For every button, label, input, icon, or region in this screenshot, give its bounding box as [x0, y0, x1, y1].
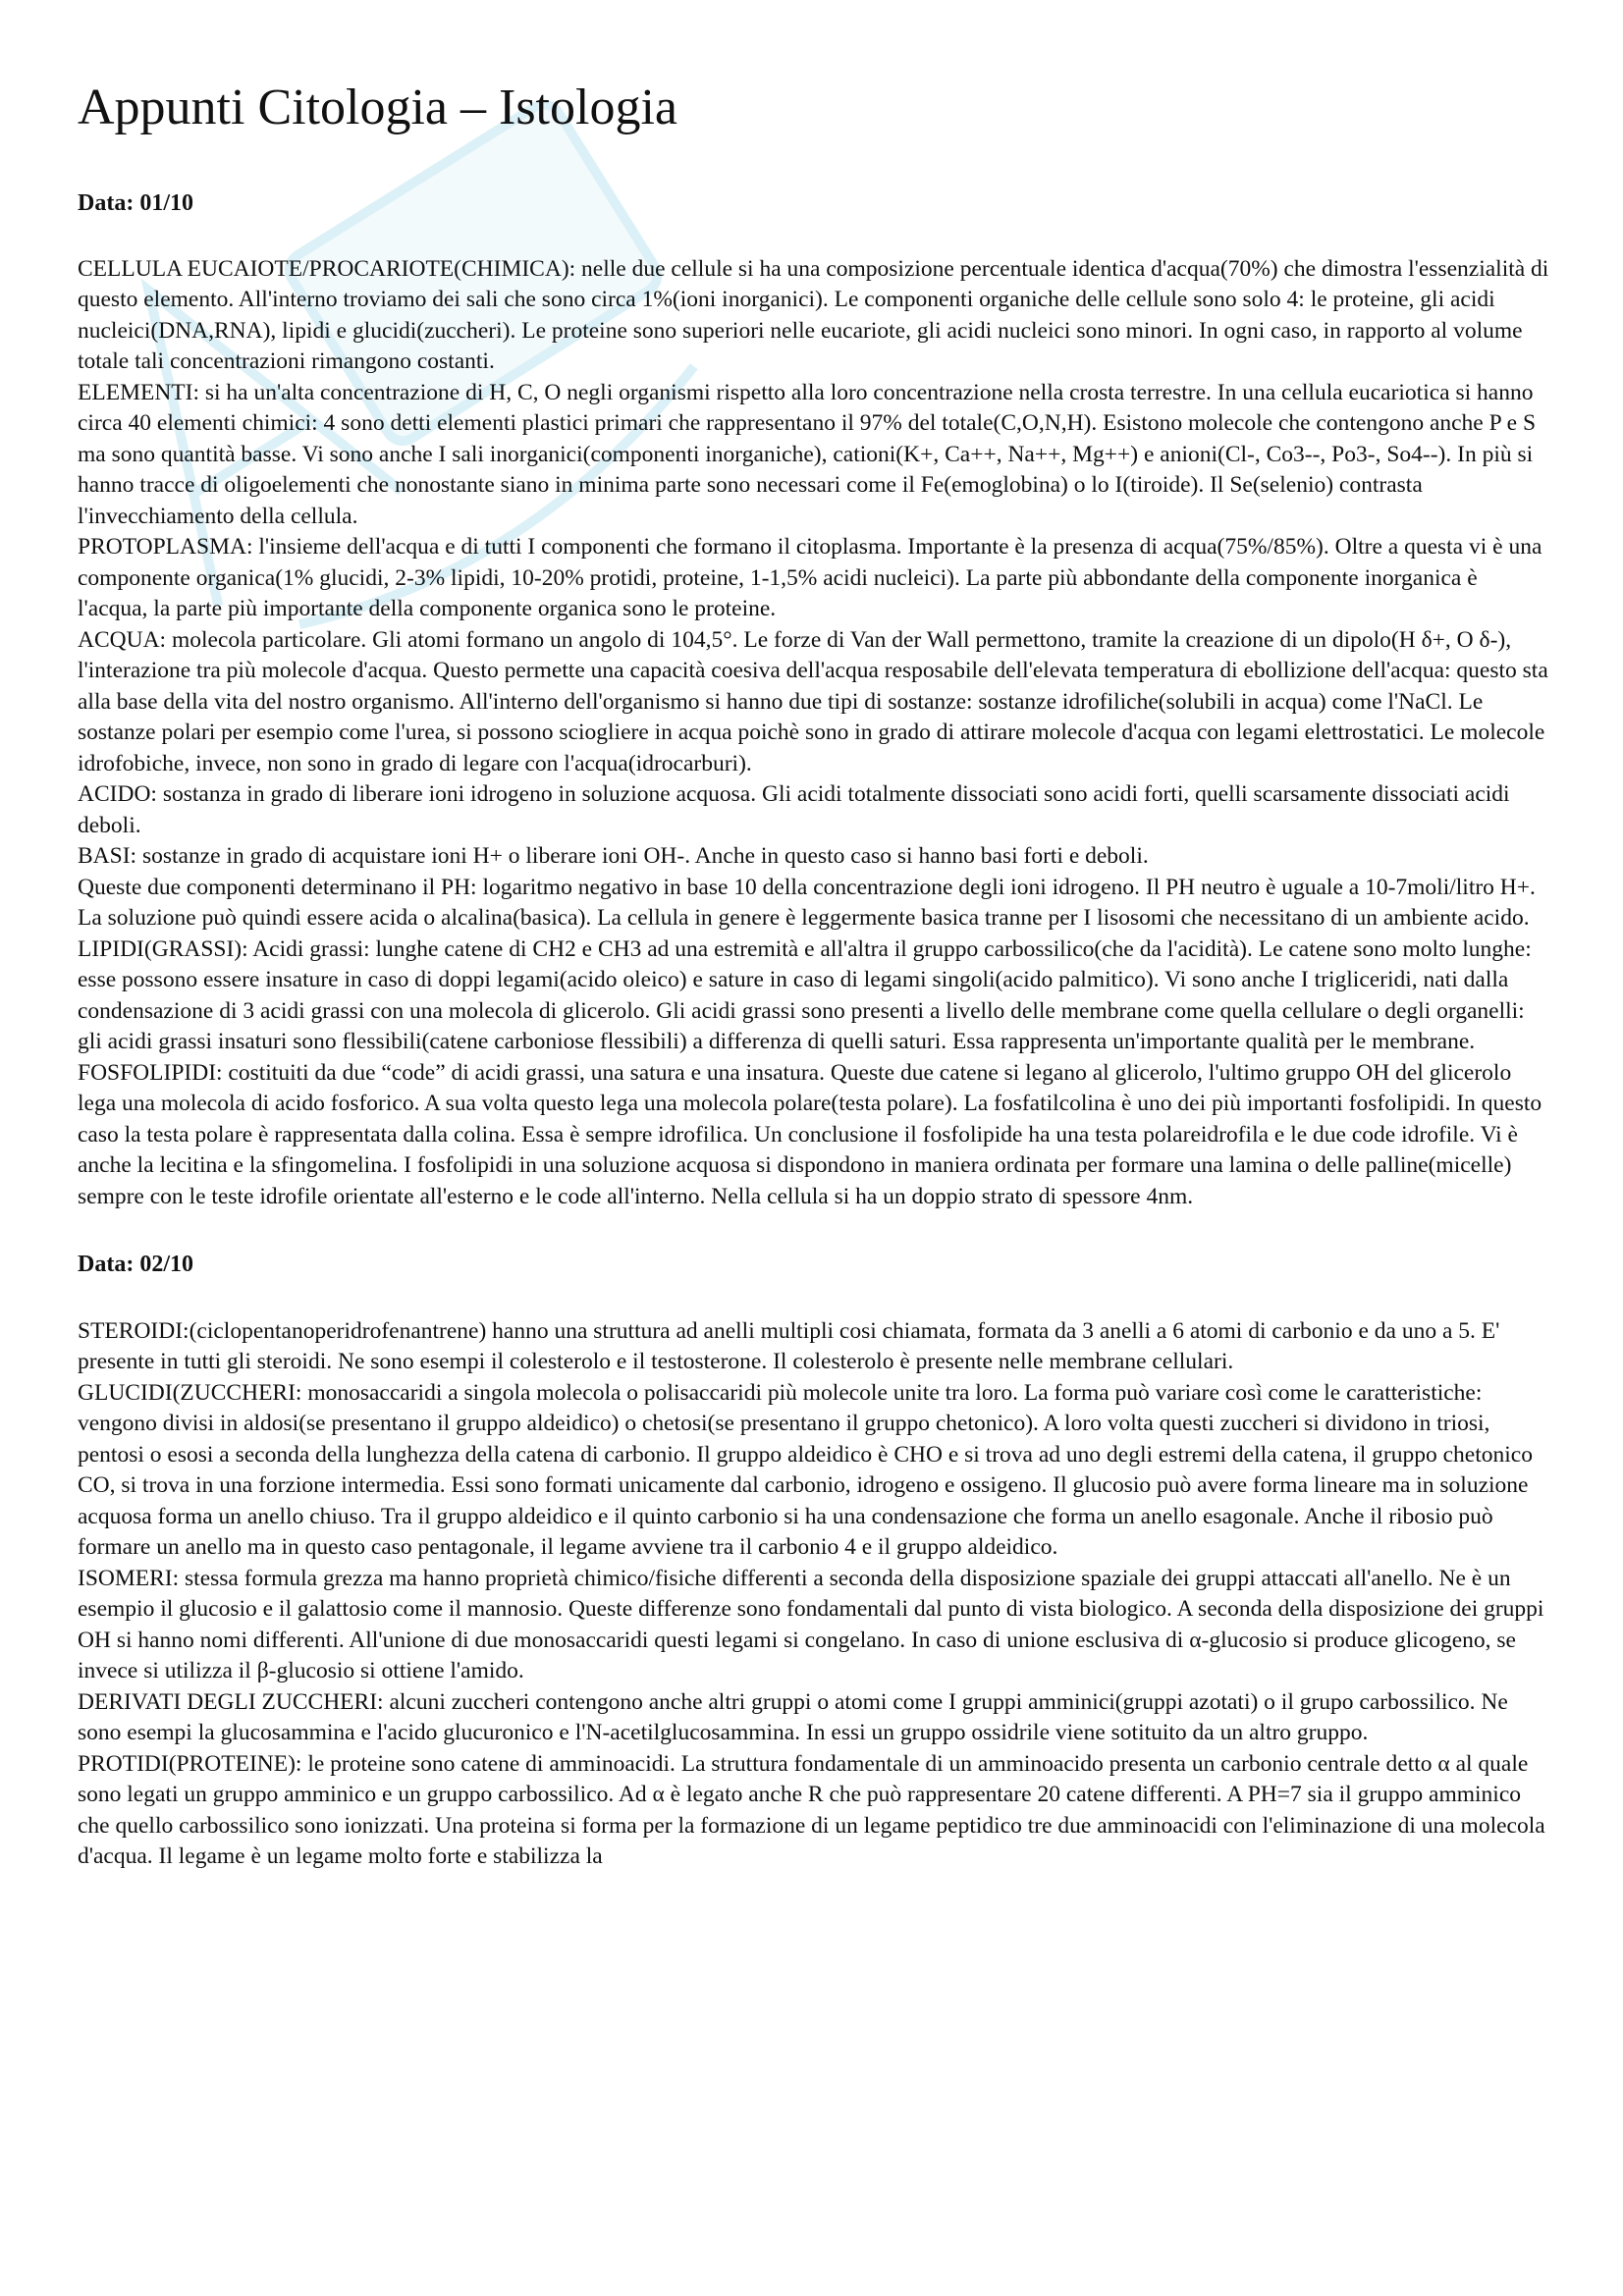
document-page: [78, 79, 1550, 1910]
paragraph-isomeri: ISOMERI: stessa formula grezza ma hanno proprietà chimico/fisiche differenti a seconda della disposizione spaziale dei gruppi attaccati all'anello. Ne è un esempio il glucosio e il galattosio come il mannosio. Queste differenze sono fondamentali dal punto di vista biologico. A seconda della disposizione dei gruppi OH si hanno nomi differenti. All'unione di due monosaccaridi questi legami si congelano. In caso di unione esclusiva di α-glucosio si produce glicogeno, se invece si utilizza il β-glucosio si ottiene l'amido.: [78, 1565, 1544, 1684]
paragraph-lipidi: LIPIDI(GRASSI): Acidi grassi: lunghe catene di CH2 e CH3 ad una estremità e all'altra il gruppo carbossilico(che da l'acidità). Le catene sono molto lunghe: esse possono essere insature in caso di doppi legami(acido oleico) e sature in caso di legami singoli(acido palmitico). Vi sono anche I trigliceridi, nati dalla condensazione di 3 acidi grassi con una molecola di glicerolo. Gli acidi grassi sono presenti a livello delle membrane come quella cellulare o degli organelli: gli acidi grassi insaturi sono flessibili(catene carboniose flessibili) a differenza di quelli saturi. Essa rappresenta un'importante qualità per le membrane.: [78, 935, 1532, 1055]
paragraph-ph: Queste due componenti determinano il PH: logaritmo negativo in base 10 della concentrazione degli ioni idrogeno. Il PH neutro è uguale a 10-7moli/litro H+. La soluzione può quindi essere acida o alcalina(basica). La cellula in genere è leggermente basica tranne per I lisosomi che necessitano di un ambiente acido.: [78, 874, 1536, 932]
paragraph-cellula: CELLULA EUCAIOTE/PROCARIOTE(CHIMICA): nelle due cellule si ha una composizione percentuale identica d'acqua(70%) che dimostra l'essenzialità di questo elemento. All'interno troviamo dei sali che sono circa 1%(ioni inorganici). Le componenti organiche delle cellule sono solo 4: le proteine, gli acidi nucleici(DNA,RNA), lipidi e glucidi(zuccheri). Le proteine sono superiori nelle eucariote, gli acidi nucleici sono minori. In ogni caso, in rapporto al volume totale tali concentrazioni rimangono costanti.: [78, 255, 1549, 375]
paragraph-fosfolipidi: FOSFOLIPIDI: costituiti da due “code” di acidi grassi, una satura e una insatura. Queste due catene si legano al glicerolo, l'ultimo gruppo OH del glicerolo lega una molecola di acido fosforico. A sua volta questo lega una molecola polare(testa polare). La fosfatilcolina è uno dei più importanti fosfolipidi. In questo caso la testa polare è rappresentata dalla colina. Essa è sempre idrofilica. Un conclusione il fosfolipide ha una testa polareidrofila e le due code idrofile. Vi è anche la lecitina e la sfingomelina. I fosfolipidi in una soluzione acquosa si dispondono in maniera ordinata per formare una lamina o delle palline(micelle) sempre con le teste idrofile orientate all'esterno e le code all'interno. Nella cellula si ha un doppio strato di spessore 4nm.: [78, 1059, 1542, 1209]
paragraph-acqua: ACQUA: molecola particolare. Gli atomi formano un angolo di 104,5°. Le forze di Van der Wall permettono, tramite la creazione di un dipolo(H δ+, O δ-), l'interazione tra più molecole d'acqua. Questo permette una capacità coesiva dell'acqua resposabile dell'elevata temperatura di ebollizione dell'acqua: questo sta alla base della vita del nostro organismo. All'interno dell'organismo si hanno due tipi di sostanze: sostanze idrofiliche(solubili in acqua) come l'NaCl. Le sostanze polari per esempio come l'urea, si possono sciogliere in acqua poichè sono in grado di attirare molecole d'acqua con legami elettrostatici. Le molecole idrofobiche, invece, non sono in grado di legare con l'acqua(idrocarburi).: [78, 626, 1548, 776]
paragraph-protoplasma: PROTOPLASMA: l'insieme dell'acqua e di tutti I componenti che formano il citoplasma. Importante è la presenza di acqua(75%/85%). Oltre a questa vi è una componente organica(1% glucidi, 2-3% lipidi, 10-20% protidi, proteine, 1-1,5% acidi nucleici). La parte più abbondante della componente inorganica è l'acqua, la parte più importante della componente organica sono le proteine.: [78, 534, 1542, 622]
section-0210: [78, 1250, 1550, 1872]
paragraph-protidi: PROTIDI(PROTEINE): le proteine sono catene di amminoacidi. La struttura fondamentale di un amminoacido presenta un carbonio centrale detto α al quale sono legati un gruppo amminico e un gruppo carbossilico. Ad α è legato anche R che può rappresentare 20 catene differenti. A PH=7 sia il gruppo amminico che quello carbossilico sono ionizzati. Una proteina si forma per la formazione di un legame peptidico tre due amminoacidi con l'eliminazione di una molecola d'acqua. Il legame è un legame molto forte e stabilizza la: [78, 1750, 1545, 1870]
section-date: Data: 02/10: [78, 1252, 193, 1278]
paragraph-derivati: DERIVATI DEGLI ZUCCHERI: alcuni zuccheri contengono anche altri gruppi o atomi come I gruppi amminici(gruppi azotati) o il grupo carbossilico. Ne sono esempi la glucosammina e l'acido glucuronico e l'N-acetilglucosammina. In essi un gruppo ossidrile viene sotituito da un altro gruppo.: [78, 1688, 1508, 1746]
section-date: Data: 01/10: [78, 189, 193, 216]
paragraph-glucidi: GLUCIDI(ZUCCHERI: monosaccaridi a singola molecola o polisaccaridi più molecole unite tra loro. La forma può variare così come le caratteristiche: vengono divisi in aldosi(se presentano il gruppo aldeidico) o chetosi(se presentano il gruppo chetonico). A loro volta questi zuccheri si dividono in triosi, pentosi o esosi a seconda della lunghezza della catena di carbonio. Il gruppo aldeidico è CHO e si trova ad uno degli estremi della catena, il gruppo chetonico CO, si trova in una forzione intermedia. Essi sono formati unicamente dal carbonio, idrogeno e ossigeno. Il glucosio può avere forma lineare ma in soluzione acquosa forma un anello chiuso. Tra il gruppo aldeidico e il quinto carbonio si ha una condensazione che forma un anello esagonale. Anche il ribosio può formare un anello ma in questo caso pentagonale, il legame avviene tra il carbonio 4 e il gruppo aldeidico.: [78, 1379, 1533, 1561]
paragraph-acido: ACIDO: sostanza in grado di liberare ioni idrogeno in soluzione acquosa. Gli acidi totalmente dissociati sono acidi forti, quelli scarsamente dissociati acidi deboli.: [78, 781, 1510, 838]
paragraph-elementi: ELEMENTI: si ha un'alta concentrazione di H, C, O negli organismi rispetto alla loro concentrazione nella crosta terrestre. In una cellula eucariotica si hanno circa 40 elementi chimici: 4 sono detti elementi plastici primari che rappresentano il 97% del totale(C,O,N,H). Esistono molecole che contengono anche P e S ma sono quantità basse. Vi sono anche I sali inorganici(componenti inorganiche), cationi(K+, Ca++, Na++, Mg++) e anioni(Cl-, Co3--, Po3-, So4--). In più si hanno tracce di oligoelementi che nonostante siano in minima parte sono necessari come il Fe(emoglobina) o lo I(tiroide). Il Se(selenio) contrasta l'invecchiamento della cellula.: [78, 379, 1537, 529]
paragraph-steroidi: STEROIDI:(ciclopentanoperidrofenantrene) hanno una struttura ad anelli multipli cosi chiamata, formata da 3 anelli a 6 atomi di carbonio e da uno a 5. E' presente in tutti gli steroidi. Ne sono esempi il colesterolo e il testosterone. Il colesterolo è presente nelle membrane cellulari.: [78, 1317, 1500, 1375]
document-title: Appunti Citologia – Istologia: [78, 80, 677, 135]
paragraph-basi: BASI: sostanze in grado di acquistare ioni H+ o liberare ioni OH-. Anche in questo caso si hanno basi forti e deboli.: [78, 843, 1149, 870]
section-0110: [78, 188, 1550, 1213]
